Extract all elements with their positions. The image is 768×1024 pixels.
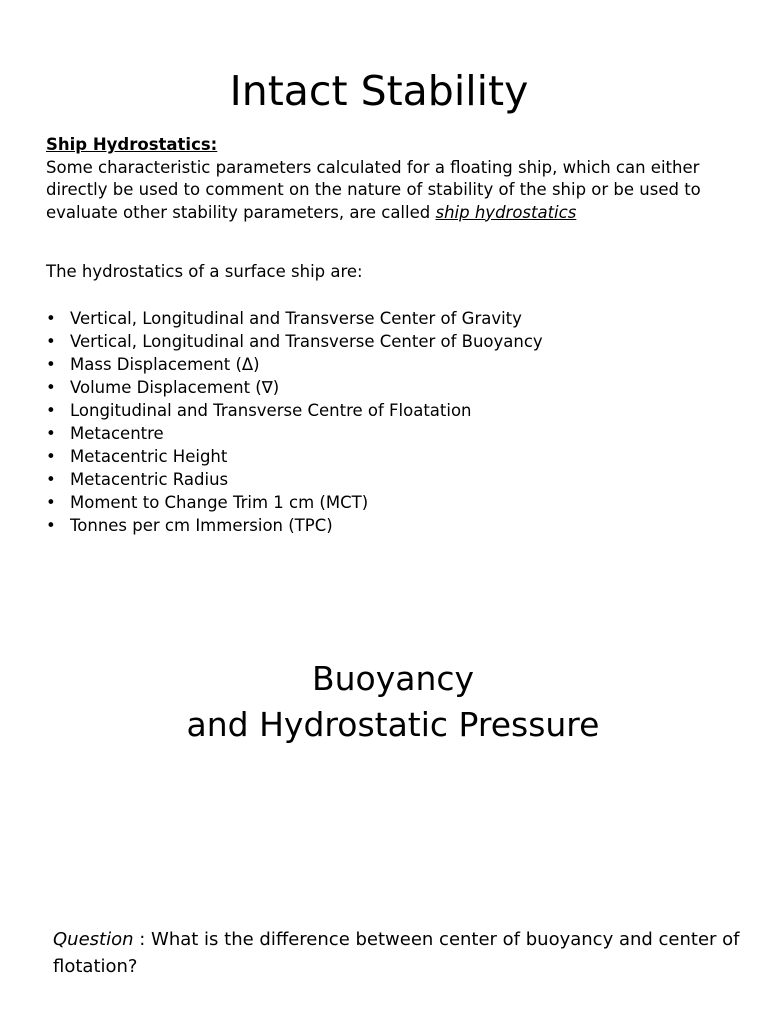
intro-term: ship hydrostatics xyxy=(435,202,577,222)
list-item xyxy=(46,307,543,330)
intro-paragraph xyxy=(46,134,726,224)
list-item-label: Metacentric Height xyxy=(70,447,228,466)
list-item-label: Tonnes per cm Immersion (TPC) xyxy=(70,516,333,535)
list-item xyxy=(46,445,543,468)
bullet-icon: • xyxy=(46,401,56,420)
list-item xyxy=(46,514,543,537)
bullet-icon: • xyxy=(46,309,56,328)
list-item-label: Metacentric Radius xyxy=(70,470,229,489)
list-item xyxy=(46,468,543,491)
section-title xyxy=(0,656,768,748)
list-item xyxy=(46,491,543,514)
question-paragraph xyxy=(53,926,743,980)
page-title: Intact Stability xyxy=(229,67,529,115)
list-item-label: Volume Displacement (∇) xyxy=(70,378,280,397)
bullet-icon: • xyxy=(46,378,56,397)
section-title-line-1: Buoyancy xyxy=(311,659,475,698)
bullet-icon: • xyxy=(46,332,56,351)
list-item-label: Longitudinal and Transverse Centre of Floatation xyxy=(70,401,472,420)
intro-text: Some characteristic parameters calculated for a floating ship, which can either directly be used to comment on the nature of stability of the ship or be used to evaluate other stability parameters, are called xyxy=(46,157,701,222)
bullet-icon: • xyxy=(46,516,56,535)
bullet-icon: • xyxy=(46,447,56,466)
list-item-label: Vertical, Longitudinal and Transverse Center of Gravity xyxy=(70,309,522,328)
list-item xyxy=(46,422,543,445)
bullet-icon: • xyxy=(46,355,56,374)
list-item xyxy=(46,330,543,353)
list-item-label: Moment to Change Trim 1 cm (MCT) xyxy=(70,493,369,512)
section-heading: Ship Hydrostatics: xyxy=(46,135,218,154)
hydrostatics-list xyxy=(46,307,543,537)
list-item-label: Vertical, Longitudinal and Transverse Center of Buoyancy xyxy=(70,332,543,351)
bullet-icon: • xyxy=(46,470,56,489)
section-title-line-2: and Hydrostatic Pressure xyxy=(186,705,600,744)
list-item-label: Mass Displacement (Δ) xyxy=(70,355,260,374)
list-item xyxy=(46,399,543,422)
question-label: Question xyxy=(53,929,134,950)
list-lead-in: The hydrostatics of a surface ship are: xyxy=(46,262,363,281)
question-text: : What is the difference between center of buoyancy and center of flotation? xyxy=(53,929,740,977)
list-item xyxy=(46,376,543,399)
list-item xyxy=(46,353,543,376)
bullet-icon: • xyxy=(46,493,56,512)
bullet-icon: • xyxy=(46,424,56,443)
list-item-label: Metacentre xyxy=(70,424,164,443)
